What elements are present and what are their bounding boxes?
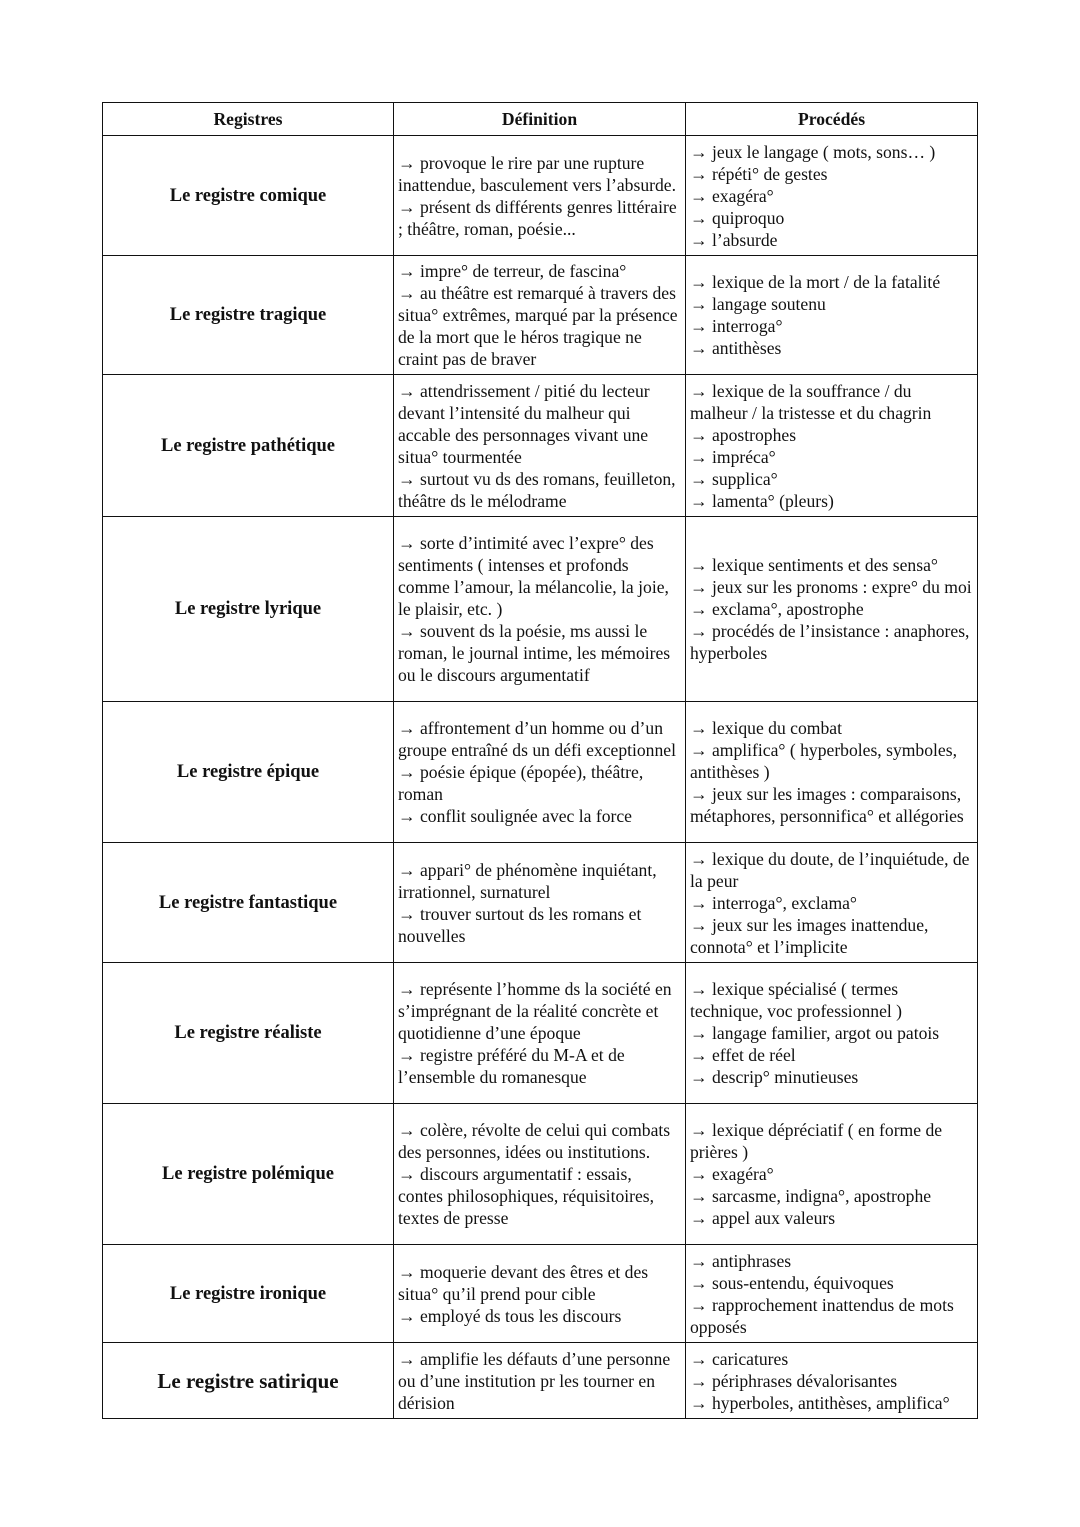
registre-name: Le registre réaliste [103, 963, 394, 1104]
procede-line: → lexique spécialisé ( termes technique, voc professionnel ) [690, 979, 903, 1021]
definition-line: → attendrissement / pitié du lecteur devant l’intensité du malheur qui accable des personnages vivant une situa° tourmentée [398, 380, 650, 467]
procede-line: → impréca° [690, 446, 776, 467]
procede-line: → lexique du combat [690, 718, 842, 738]
definition-line: → appari° de phénomène inquiétant, irrationnel, surnaturel [398, 859, 657, 902]
procede-line: → appel aux valeurs [690, 1208, 836, 1228]
registre-name: Le registre tragique [103, 256, 394, 375]
procede-line: → effet de réel [690, 1045, 796, 1065]
procede-line: → périphrases dévalorisantes [690, 1370, 898, 1391]
header-row [103, 103, 978, 136]
definition-line: → amplifie les défauts d’une personne ou d’une institution pr les tourner en dérision [398, 1348, 671, 1413]
procede-line: → exagéra° [690, 185, 774, 206]
procede-line: → langage soutenu [690, 294, 826, 314]
registre-name: Le registre épique [103, 702, 394, 843]
definition-line: → provoque le rire par une rupture inattendue, basculement vers l’absurde. [398, 152, 676, 195]
definition-line: → registre préféré du M-A et de l’ensemble du romanesque [398, 1045, 625, 1087]
definition-line: → employé ds tous les discours [398, 1305, 622, 1326]
table-row [103, 702, 978, 843]
header-definition: Définition [394, 103, 686, 136]
definition-line: → affrontement d’un homme ou d’un groupe entraîné ds un défi exceptionnel [398, 718, 676, 760]
definition-line: → souvent ds la poésie, ms aussi le roman, le journal intime, les mémoires ou le discours argumentatif [398, 621, 671, 685]
definition-line: → poésie épique (épopée), théâtre, roman [398, 762, 644, 804]
procede-line: → l’absurde [690, 229, 778, 250]
table-row [103, 136, 978, 256]
procede-line: → sarcasme, indigna°, apostrophe [690, 1186, 932, 1206]
procedes-cell [686, 256, 978, 375]
procede-line: → jeux sur les images inattendue, connota° et l’implicite [690, 914, 929, 957]
definition-cell [394, 375, 686, 517]
procede-line: → antiphrases [690, 1250, 792, 1271]
definition-line: → discours argumentatif : essais, contes philosophiques, réquisitoires, textes de presse [398, 1164, 655, 1228]
definition-cell [394, 1343, 686, 1419]
table-row [103, 963, 978, 1104]
procede-line: → quiproquo [690, 207, 785, 228]
procedes-cell [686, 843, 978, 963]
procedes-cell [686, 517, 978, 702]
procede-line: → interroga° [690, 316, 783, 336]
procede-line: → exclama°, apostrophe [690, 599, 864, 619]
definition-line: → sorte d’intimité avec l’expre° des sentiments ( intenses et profonds comme l’amour, la mélancolie, la joie, le plaisir, etc. ) [398, 533, 669, 619]
registre-name: Le registre satirique [103, 1343, 394, 1419]
table-row [103, 1343, 978, 1419]
procede-line: → jeux sur les images : comparaisons, métaphores, personnifica° et allégories [690, 784, 964, 826]
registre-name: Le registre comique [103, 136, 394, 256]
procede-line: → lexique du doute, de l’inquiétude, de la peur [690, 848, 970, 891]
procedes-cell [686, 1245, 978, 1343]
registre-name: Le registre ironique [103, 1245, 394, 1343]
definition-cell [394, 702, 686, 843]
procede-line: → sous-entendu, équivoques [690, 1272, 894, 1293]
definition-cell [394, 843, 686, 963]
procede-line: → lexique dépréciatif ( en forme de prières ) [690, 1120, 943, 1162]
definition-cell [394, 136, 686, 256]
definition-cell [394, 963, 686, 1104]
definition-line: → surtout vu ds des romans, feuilleton, théâtre ds le mélodrame [398, 468, 676, 511]
definition-line: → impre° de terreur, de fascina° [398, 261, 627, 281]
procede-line: → interroga°, exclama° [690, 892, 857, 913]
registres-table [102, 102, 978, 1419]
procede-line: → exagéra° [690, 1164, 774, 1184]
procede-line: → caricatures [690, 1348, 789, 1369]
procedes-cell [686, 136, 978, 256]
procede-line: → jeux le langage ( mots, sons… ) [690, 141, 936, 162]
definition-line: → colère, révolte de celui qui combats des personnes, idées ou institutions. [398, 1120, 671, 1162]
header-procedes: Procédés [686, 103, 978, 136]
definition-line: → au théâtre est remarqué à travers des situa° extrêmes, marqué par la présence de la mort que le héros tragique ne craint pas de braver [398, 283, 678, 369]
procede-line: → jeux sur les pronoms : expre° du moi [690, 577, 972, 597]
procede-line: → antithèses [690, 338, 782, 358]
table-row [103, 1245, 978, 1343]
procede-line: → lamenta° (pleurs) [690, 490, 834, 511]
definition-cell [394, 517, 686, 702]
definition-line: → conflit soulignée avec la force [398, 806, 632, 826]
registre-name: Le registre pathétique [103, 375, 394, 517]
procede-line: → procédés de l’insistance : anaphores, hyperboles [690, 621, 970, 663]
table-row [103, 256, 978, 375]
procede-line: → hyperboles, antithèses, amplifica° [690, 1392, 950, 1413]
procedes-cell [686, 375, 978, 517]
header-registres: Registres [103, 103, 394, 136]
definition-cell [394, 1245, 686, 1343]
procede-line: → supplica° [690, 468, 778, 489]
procede-line: → lexique de la souffrance / du malheur / la tristesse et du chagrin [690, 380, 932, 423]
registre-name: Le registre polémique [103, 1104, 394, 1245]
procedes-cell [686, 963, 978, 1104]
definition-line: → représente l’homme ds la société en s’imprégnant de la réalité concrète et quotidienne d’une époque [398, 979, 672, 1043]
procede-line: → amplifica° ( hyperboles, symboles, antithèses ) [690, 740, 957, 782]
table-row [103, 1104, 978, 1245]
procede-line: → lexique de la mort / de la fatalité [690, 272, 941, 292]
registre-name: Le registre lyrique [103, 517, 394, 702]
table-row [103, 843, 978, 963]
registre-name: Le registre fantastique [103, 843, 394, 963]
table-row [103, 517, 978, 702]
definition-cell [394, 1104, 686, 1245]
procede-line: → apostrophes [690, 424, 797, 445]
definition-line: → présent ds différents genres littéraire ; théâtre, roman, poésie... [398, 196, 677, 239]
definition-cell [394, 256, 686, 375]
procede-line: → langage familier, argot ou patois [690, 1023, 940, 1043]
procedes-cell [686, 1104, 978, 1245]
procede-line: → descrip° minutieuses [690, 1067, 859, 1087]
definition-line: → moquerie devant des êtres et des situa° qu’il prend pour cible [398, 1261, 649, 1304]
procede-line: → répéti° de gestes [690, 163, 828, 184]
table-row [103, 375, 978, 517]
procede-line: → lexique sentiments et des sensa° [690, 555, 938, 575]
procedes-cell [686, 702, 978, 843]
definition-line: → trouver surtout ds les romans et nouvelles [398, 903, 642, 946]
procedes-cell [686, 1343, 978, 1419]
procede-line: → rapprochement inattendus de mots opposés [690, 1294, 954, 1337]
